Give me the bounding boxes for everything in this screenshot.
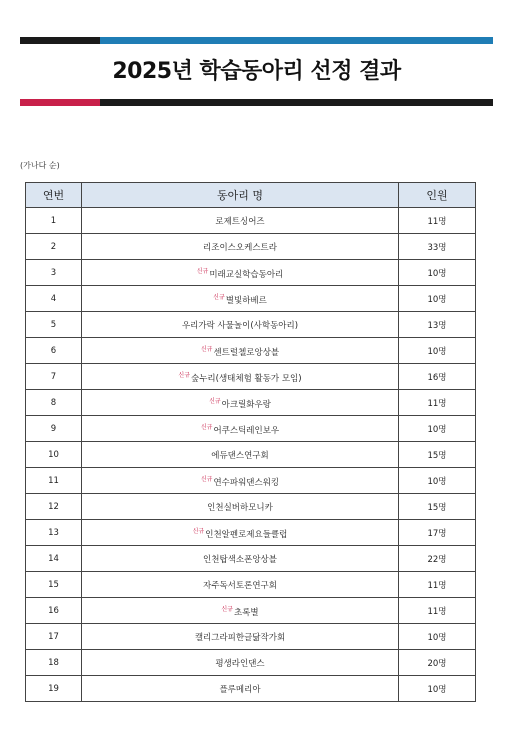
club-name-cell [82,572,399,598]
club-name-cell [82,624,399,650]
table-header-row [26,183,476,208]
top-accent-bar [20,37,493,44]
club-name: 초록별 [233,607,259,618]
table-row [26,234,476,260]
table-row [26,676,476,702]
row-number: 3 [26,260,82,286]
member-count: 11명 [399,390,476,416]
member-count: 13명 [399,312,476,338]
member-count: 11명 [399,598,476,624]
club-name: 인천실버하모니카 [207,502,273,513]
row-number: 2 [26,234,82,260]
club-name-cell [82,598,399,624]
club-name: 연수파워댄스워킹 [213,477,280,488]
header-number: 연번 [26,183,82,208]
new-tag: 신규 [192,527,205,535]
club-name-cell [82,442,399,468]
club-name: 어쿠스틱레인보우 [213,425,280,436]
row-number: 13 [26,520,82,546]
member-count: 11명 [399,572,476,598]
row-number: 15 [26,572,82,598]
member-count: 16명 [399,364,476,390]
club-name: 플루메리아 [219,684,261,695]
row-number: 6 [26,338,82,364]
club-name: 로제트싱어즈 [215,216,265,227]
bottom-accent-bar [20,99,493,106]
member-count: 10명 [399,260,476,286]
member-count: 15명 [399,494,476,520]
table-row [26,312,476,338]
table-row [26,546,476,572]
club-name: 숲누리(생태체험 활동가 모임) [191,373,302,384]
row-number: 19 [26,676,82,702]
results-table [25,182,476,702]
club-name-cell [82,234,399,260]
table-row [26,208,476,234]
new-tag: 신규 [196,267,209,275]
club-name-cell [82,208,399,234]
club-name-cell [82,676,399,702]
club-name-cell [82,520,399,546]
table-row [26,364,476,390]
sort-note: (가나다 순) [20,161,60,170]
table-row [26,598,476,624]
club-name: 인천알펜로제요들클럽 [205,529,288,540]
club-name-cell [82,286,399,312]
table-row [26,260,476,286]
member-count: 15명 [399,442,476,468]
table-row [26,468,476,494]
club-name: 아크릴화우랑 [221,399,271,410]
club-name-cell [82,312,399,338]
new-tag: 신규 [200,423,213,431]
club-name: 우리가락 사물놀이(사학동아리) [181,320,299,331]
member-count: 11명 [399,208,476,234]
club-name: 캘리그라피한글닮작가회 [194,632,286,643]
table-row [26,624,476,650]
row-number: 11 [26,468,82,494]
row-number: 17 [26,624,82,650]
new-tag: 신규 [221,605,233,613]
table-row [26,572,476,598]
member-count: 10명 [399,468,476,494]
new-tag: 신규 [200,475,213,483]
club-name-cell [82,364,399,390]
club-name: 리조이스오케스트라 [203,242,277,253]
table-row [26,650,476,676]
row-number: 14 [26,546,82,572]
club-name-cell [82,260,399,286]
row-number: 9 [26,416,82,442]
row-number: 5 [26,312,82,338]
member-count: 10명 [399,286,476,312]
row-number: 12 [26,494,82,520]
row-number: 4 [26,286,82,312]
table-row [26,286,476,312]
table-row [26,442,476,468]
member-count: 17명 [399,520,476,546]
club-name: 미래교실학습동아리 [209,269,284,280]
row-number: 18 [26,650,82,676]
member-count: 22명 [399,546,476,572]
new-tag: 신규 [209,397,221,405]
member-count: 20명 [399,650,476,676]
club-name: 평생라인댄스 [215,658,265,669]
row-number: 16 [26,598,82,624]
club-name: 자주독서토론연구회 [203,580,277,591]
table-row [26,416,476,442]
club-name-cell [82,468,399,494]
new-tag: 신규 [178,371,190,379]
club-name-cell [82,390,399,416]
member-count: 33명 [399,234,476,260]
club-name-cell [82,546,399,572]
club-name: 에듀댄스연구회 [211,450,269,461]
header-count: 인원 [399,183,476,208]
member-count: 10명 [399,624,476,650]
row-number: 1 [26,208,82,234]
row-number: 10 [26,442,82,468]
table-row [26,390,476,416]
row-number: 7 [26,364,82,390]
row-number: 8 [26,390,82,416]
member-count: 10명 [399,676,476,702]
club-name-cell [82,494,399,520]
club-name-cell [82,338,399,364]
club-name-cell [82,650,399,676]
club-name: 별빛하베르 [225,295,267,306]
header-club-name: 동아리 명 [82,183,399,208]
member-count: 10명 [399,416,476,442]
new-tag: 신규 [200,345,213,353]
table-row [26,520,476,546]
club-name: 센트럴첼로앙상블 [213,347,280,358]
table-row [26,494,476,520]
club-name-cell [82,416,399,442]
table-row [26,338,476,364]
member-count: 10명 [399,338,476,364]
club-name: 인천탑색소폰앙상블 [203,554,277,565]
page-title: 2025년 학습동아리 선정 결과 [112,59,401,84]
new-tag: 신규 [213,293,225,301]
